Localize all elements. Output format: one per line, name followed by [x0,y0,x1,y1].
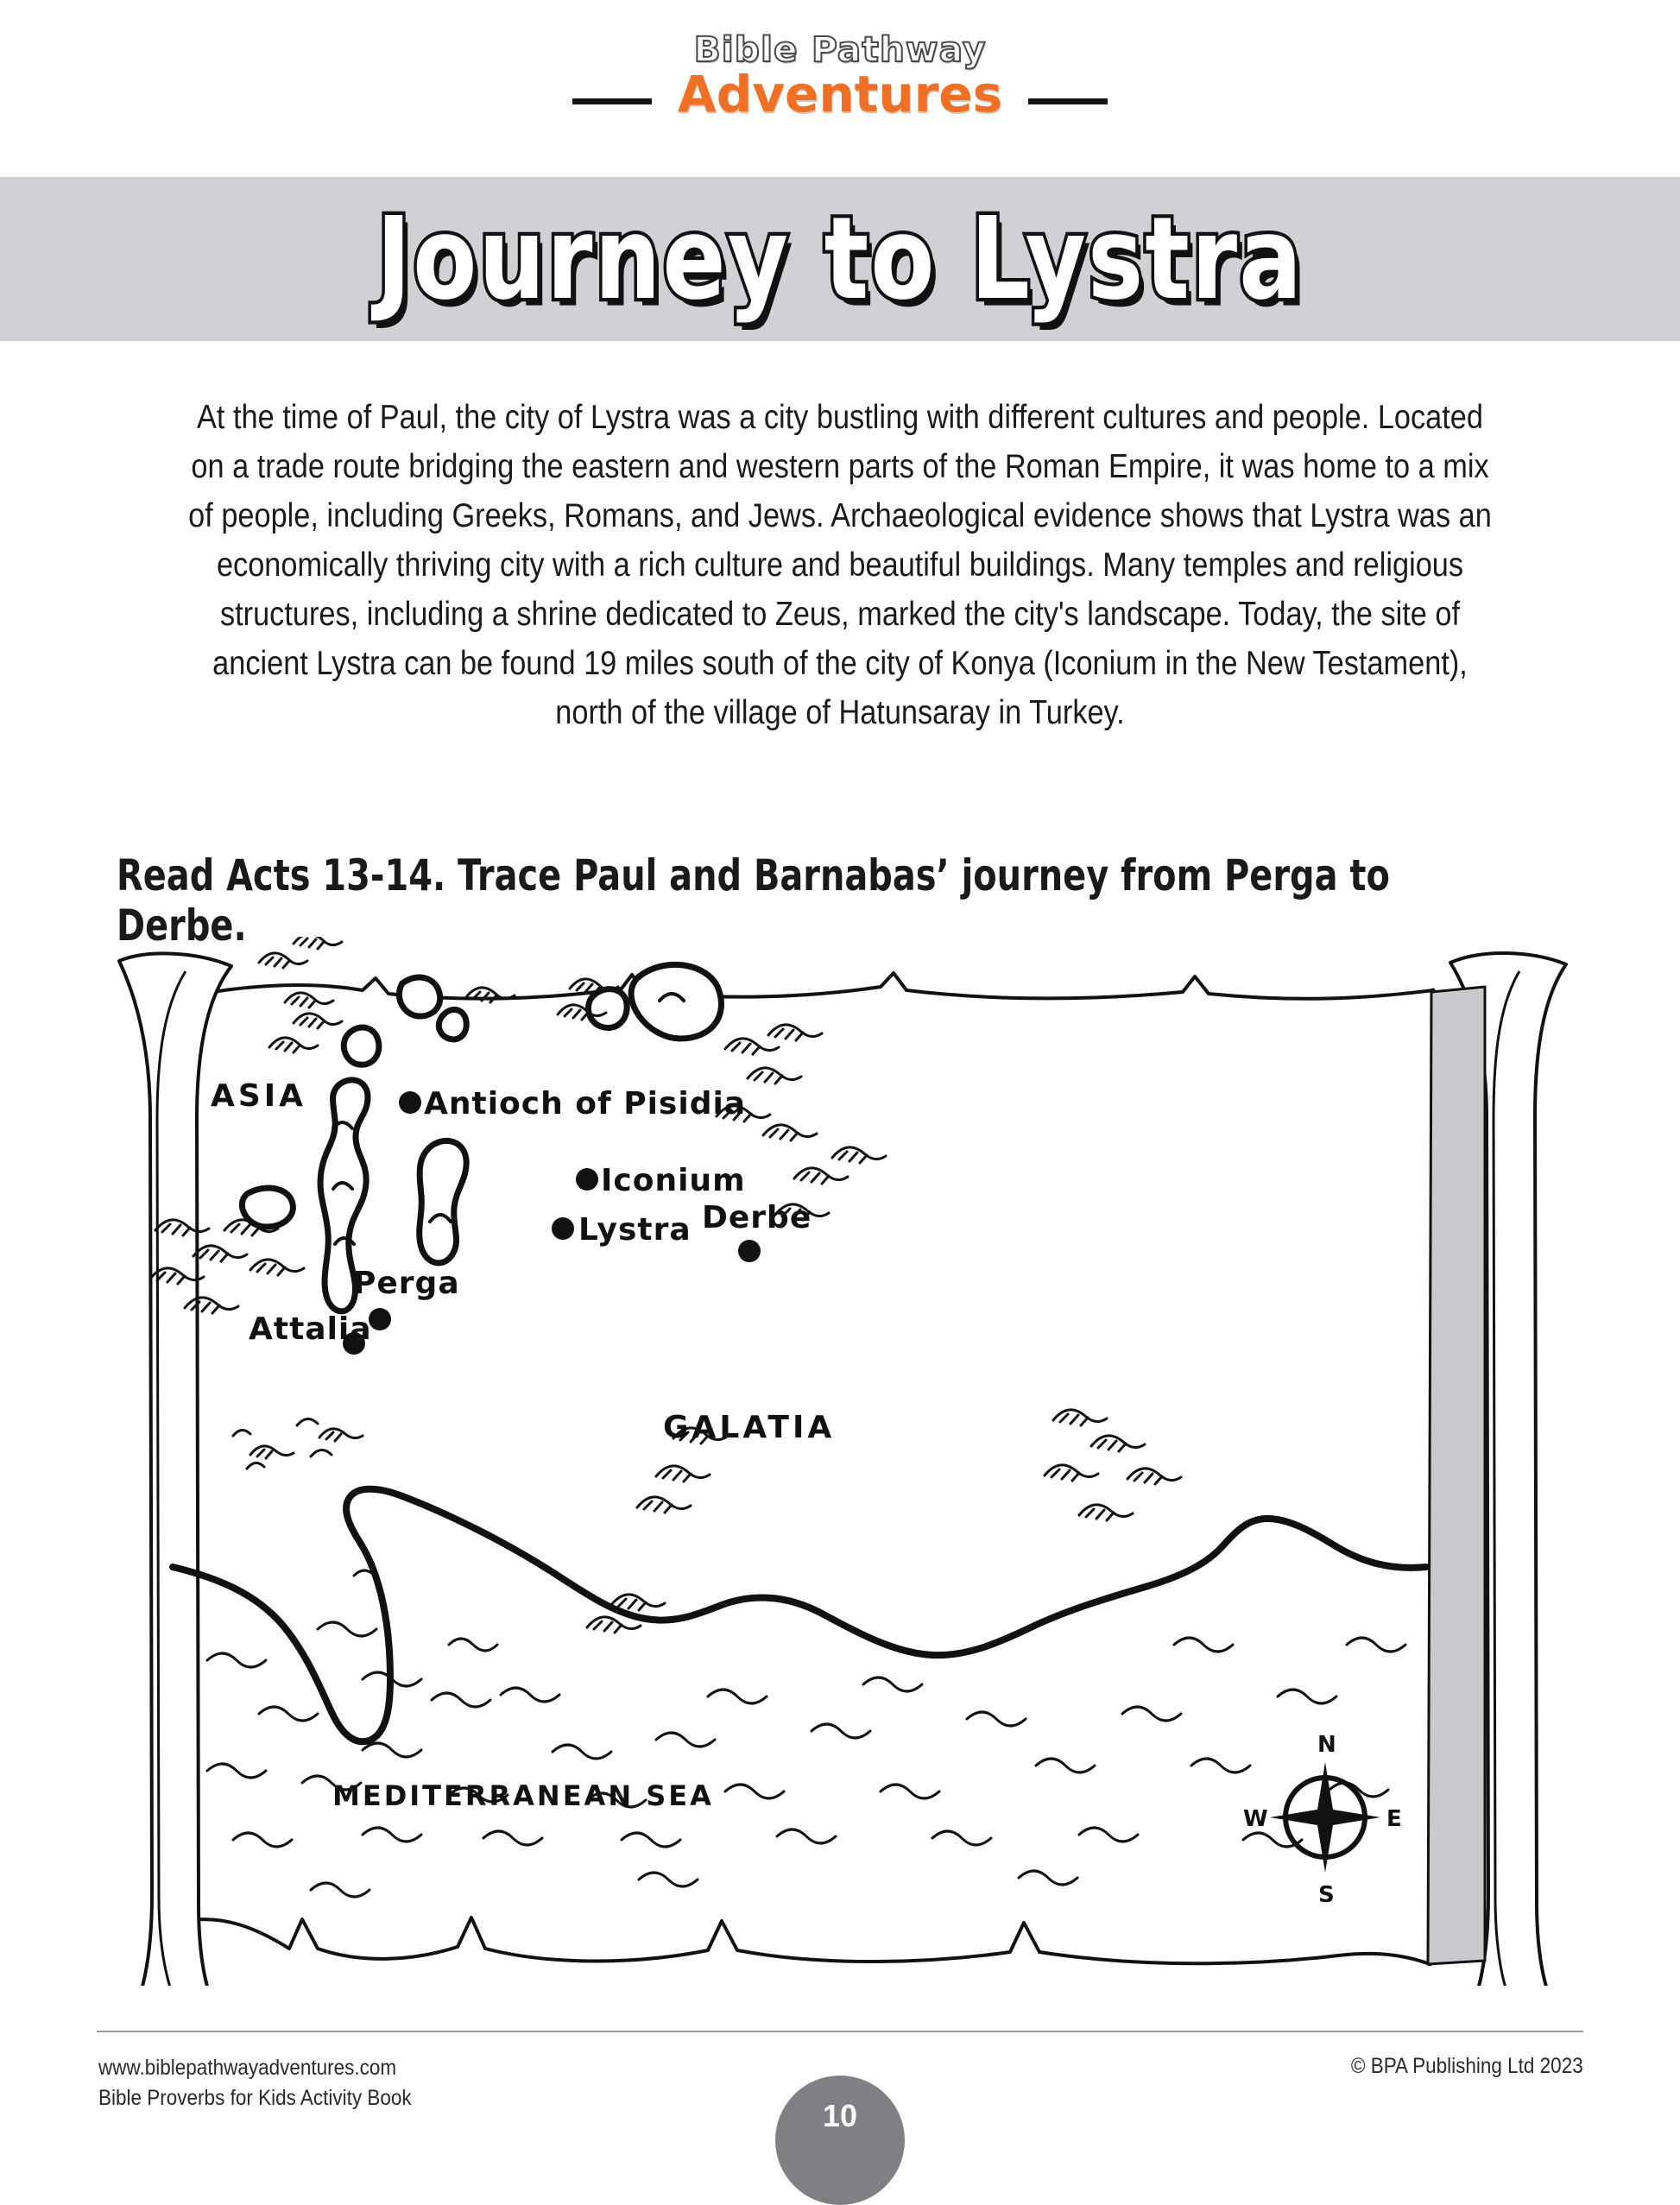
compass-label-north: N [1317,1732,1336,1758]
map-region-label-galatia: GALATIA [663,1410,836,1445]
map-city-dot-antioch-of-pisidia [399,1091,421,1114]
map-city-label-perga: Perga [353,1266,460,1301]
page-number-badge [775,2075,905,2205]
page-title: Journey to Lystra [376,193,1304,325]
map-city-label-antioch-of-pisidia: Antioch of Pisidia [424,1086,747,1121]
footer-book-title: Bible Proverbs for Kids Activity Book [98,2086,412,2110]
brand-line-1: Bible Pathway [693,30,987,70]
map-city-label-attalia: Attalia [249,1311,372,1347]
map-city-dot-iconium [576,1168,598,1191]
compass-label-east: E [1386,1806,1402,1832]
footer-left-block [98,2053,412,2113]
compass-label-west: W [1243,1806,1268,1832]
compass-rose [1243,1732,1402,1908]
coastline [173,1489,1426,1742]
scroll-roll-right [1428,953,1571,1986]
map-city-dot-perga [369,1308,391,1330]
footer-copyright: © BPA Publishing Ltd 2023 [1351,2054,1583,2078]
compass-label-south: S [1318,1882,1335,1908]
map-sea-label: MEDITERRANEAN SEA [332,1779,714,1812]
page-number: 10 [822,2098,858,2133]
map-region-label-asia: ASIA [211,1078,307,1114]
map-city-dot-lystra [552,1217,574,1240]
logo-rule-left-icon [572,98,652,104]
mountain-ranges [150,937,1181,1633]
footer-website[interactable]: www.biblepathwayadventures.com [98,2056,397,2080]
map-city-label-derbe: Derbe [702,1200,812,1235]
map-city-dot-derbe [738,1240,761,1262]
logo-rule-right-icon [1028,98,1108,104]
scroll-map [104,937,1588,1986]
brand-logo-text [677,30,1003,123]
compass-needle-icon [1270,1762,1380,1873]
brand-logo [0,30,1680,123]
page-header [0,0,1680,177]
intro-paragraph: At the time of Paul, the city of Lystra was a city bustling with different cultures and people. Located on a trade route bridging the eastern and western parts of the Roman Empire, it was home to a mix of people, including Greeks, Romans, and Jews. Archaeological evidence shows that Lystra was an economically thriving city with a rich culture and beautiful buildings. Many temples and religious structures, including a shrine dedicated to Zeus, marked the city's landscape. Today, the site of ancient Lystra can be found 19 miles south of the city of Konya (Iconium in the New Testament), north of the village of Hatunsaray in Turkey. [188,399,1492,731]
title-banner [0,177,1680,341]
brand-line-2: Adventures [677,65,1003,123]
map-illustration [104,937,1588,1986]
footer-divider [97,2031,1583,2032]
map-city-label-iconium: Iconium [601,1163,746,1198]
map-city-label-lystra: Lystra [578,1212,692,1248]
map-labels [211,1078,835,1812]
islands [242,964,721,1311]
activity-instruction: Read Acts 13-14. Trace Paul and Barnabas’ journey from Perga to Derbe. [117,850,1390,951]
